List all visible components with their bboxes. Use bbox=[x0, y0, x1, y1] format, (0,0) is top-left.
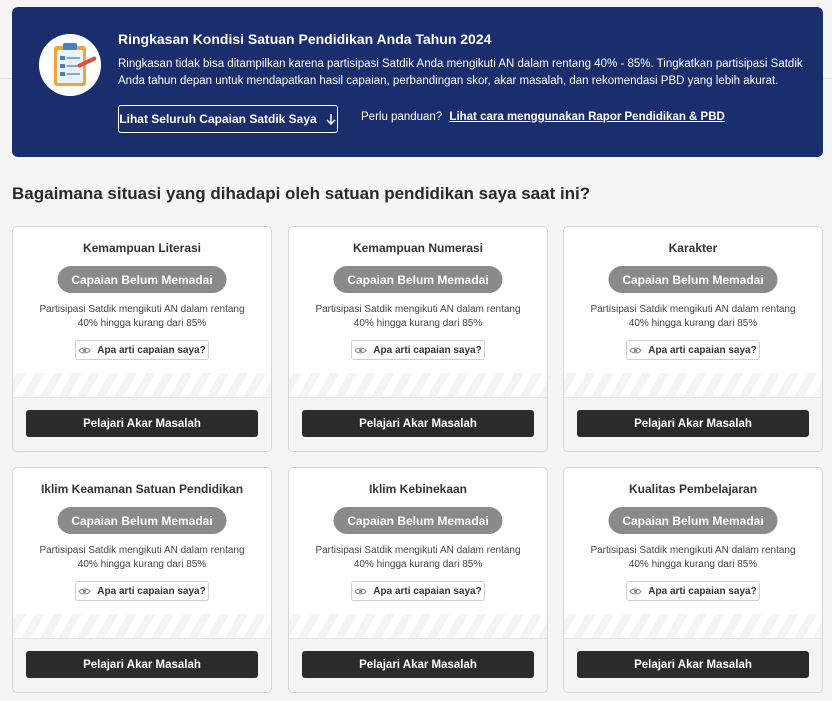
achievement-card bbox=[12, 467, 272, 693]
clipboard-checklist-illustration bbox=[39, 34, 101, 96]
learn-root-cause-button[interactable]: Pelajari Akar Masalah bbox=[302, 410, 534, 437]
summary-banner bbox=[12, 7, 823, 157]
learn-root-cause-button[interactable]: Pelajari Akar Masalah bbox=[26, 651, 258, 678]
view-all-achievements-button[interactable] bbox=[118, 105, 338, 133]
eye-icon bbox=[354, 346, 367, 355]
card-description-line: Partisipasi Satdik mengikuti AN dalam rentang bbox=[315, 545, 521, 556]
what-does-my-achievement-mean-button[interactable] bbox=[626, 581, 760, 601]
decorative-stripes bbox=[13, 373, 271, 397]
info-button-label: Apa arti capaian saya? bbox=[373, 585, 482, 597]
card-description-line: Partisipasi Satdik mengikuti AN dalam rentang bbox=[315, 304, 521, 315]
card-footer bbox=[289, 638, 547, 693]
eye-icon bbox=[629, 587, 642, 596]
decorative-stripes bbox=[564, 614, 822, 638]
what-does-my-achievement-mean-button[interactable] bbox=[626, 340, 760, 360]
section-title: Bagaimana situasi yang dihadapi oleh satuan pendidikan saya saat ini? bbox=[12, 184, 591, 203]
card-description-line: Partisipasi Satdik mengikuti AN dalam rentang bbox=[39, 545, 245, 556]
what-does-my-achievement-mean-button[interactable] bbox=[75, 340, 209, 360]
card-description-line: 40% hingga kurang dari 85% bbox=[628, 559, 758, 570]
card-title: Iklim Keamanan Satuan Pendidikan bbox=[40, 482, 244, 496]
guide-link[interactable]: Lihat cara menggunakan Rapor Pendidikan & PBD bbox=[449, 111, 725, 123]
guide-row bbox=[361, 111, 725, 123]
learn-root-cause-button[interactable]: Pelajari Akar Masalah bbox=[577, 410, 809, 437]
what-does-my-achievement-mean-button[interactable] bbox=[351, 340, 485, 360]
card-description-line: 40% hingga kurang dari 85% bbox=[77, 318, 207, 329]
status-badge: Capaian Belum Memadai bbox=[58, 266, 227, 293]
info-button-label: Apa arti capaian saya? bbox=[648, 585, 757, 597]
view-all-achievements-label: Lihat Seluruh Capaian Satdik Saya bbox=[119, 112, 317, 126]
learn-root-cause-button[interactable]: Pelajari Akar Masalah bbox=[577, 651, 809, 678]
card-description-line: 40% hingga kurang dari 85% bbox=[77, 559, 207, 570]
info-button-label: Apa arti capaian saya? bbox=[97, 585, 206, 597]
banner-description: Ringkasan tidak bisa ditampilkan karena partisipasi Satdik Anda mengikuti AN dalam rentang 40% - 85%. Tingkatkan partisipasi Satdik Anda tahun depan untuk mendapatkan hasil capaian, perbandingan skor, akar masalah, dan rekomendasi PBD yang lebih akurat. bbox=[118, 58, 803, 87]
eye-icon bbox=[78, 587, 91, 596]
card-description bbox=[578, 303, 808, 331]
card-description-line: Partisipasi Satdik mengikuti AN dalam rentang bbox=[39, 304, 245, 315]
card-footer bbox=[564, 397, 822, 452]
learn-root-cause-button[interactable]: Pelajari Akar Masalah bbox=[26, 410, 258, 437]
card-description-line: Partisipasi Satdik mengikuti AN dalam rentang bbox=[590, 545, 796, 556]
status-badge: Capaian Belum Memadai bbox=[334, 266, 503, 293]
info-button-label: Apa arti capaian saya? bbox=[97, 344, 206, 356]
card-description-line: 40% hingga kurang dari 85% bbox=[628, 318, 758, 329]
card-title: Iklim Kebinekaan bbox=[368, 482, 468, 496]
achievement-card bbox=[12, 226, 272, 452]
eye-icon bbox=[354, 587, 367, 596]
card-footer bbox=[13, 397, 271, 452]
achievement-card bbox=[288, 226, 548, 452]
decorative-stripes bbox=[13, 614, 271, 638]
learn-root-cause-button[interactable]: Pelajari Akar Masalah bbox=[302, 651, 534, 678]
achievement-card bbox=[563, 226, 823, 452]
card-description-line: Partisipasi Satdik mengikuti AN dalam rentang bbox=[590, 304, 796, 315]
card-description bbox=[27, 303, 257, 331]
card-title: Karakter bbox=[668, 241, 718, 255]
what-does-my-achievement-mean-button[interactable] bbox=[75, 581, 209, 601]
card-title: Kemampuan Numerasi bbox=[352, 241, 484, 255]
card-description bbox=[303, 303, 533, 331]
card-description-line: 40% hingga kurang dari 85% bbox=[353, 318, 483, 329]
status-badge: Capaian Belum Memadai bbox=[58, 507, 227, 534]
card-title: Kemampuan Literasi bbox=[82, 241, 202, 255]
decorative-stripes bbox=[289, 614, 547, 638]
card-description bbox=[578, 544, 808, 572]
status-badge: Capaian Belum Memadai bbox=[609, 507, 778, 534]
card-description bbox=[303, 544, 533, 572]
card-description-line: 40% hingga kurang dari 85% bbox=[353, 559, 483, 570]
card-footer bbox=[13, 638, 271, 693]
status-badge: Capaian Belum Memadai bbox=[609, 266, 778, 293]
arrow-down-icon bbox=[325, 113, 337, 125]
achievement-card bbox=[563, 467, 823, 693]
card-description bbox=[27, 544, 257, 572]
guide-prefix: Perlu panduan? bbox=[361, 111, 443, 123]
card-footer bbox=[564, 638, 822, 693]
card-title: Kualitas Pembelajaran bbox=[628, 482, 758, 496]
status-badge: Capaian Belum Memadai bbox=[334, 507, 503, 534]
card-footer bbox=[289, 397, 547, 452]
banner-title: Ringkasan Kondisi Satuan Pendidikan Anda Tahun 2024 bbox=[118, 31, 492, 47]
eye-icon bbox=[629, 346, 642, 355]
what-does-my-achievement-mean-button[interactable] bbox=[351, 581, 485, 601]
achievement-card bbox=[288, 467, 548, 693]
decorative-stripes bbox=[289, 373, 547, 397]
info-button-label: Apa arti capaian saya? bbox=[648, 344, 757, 356]
decorative-stripes bbox=[564, 373, 822, 397]
info-button-label: Apa arti capaian saya? bbox=[373, 344, 482, 356]
eye-icon bbox=[78, 346, 91, 355]
